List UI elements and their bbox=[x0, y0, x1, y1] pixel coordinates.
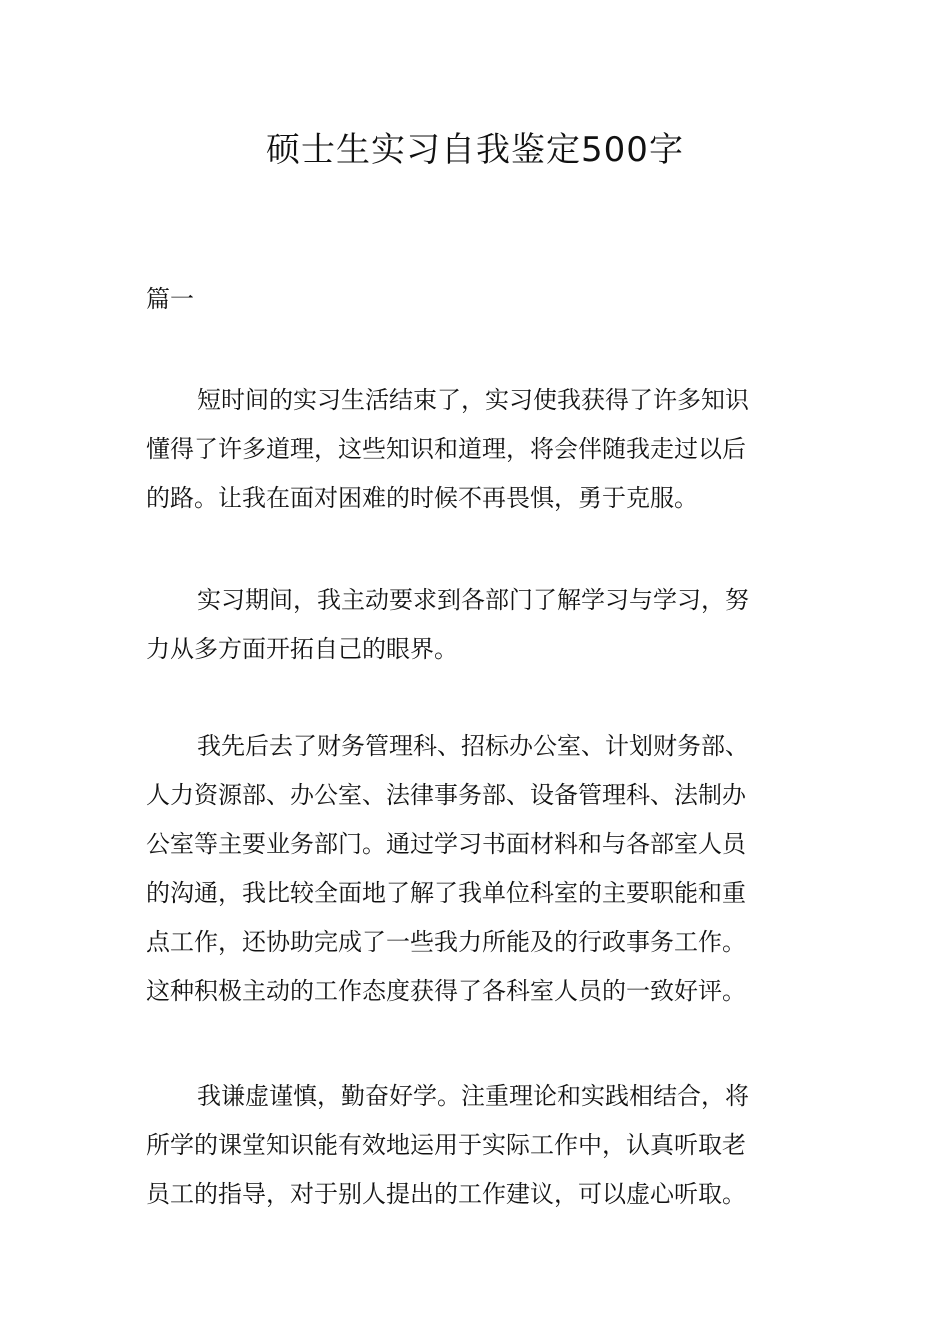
document-title: 硕士生实习自我鉴定500字 bbox=[266, 130, 684, 170]
section-label: 篇一 bbox=[146, 285, 194, 313]
paragraph-line: 这种积极主动的工作态度获得了各科室人员的一致好评。 bbox=[146, 977, 746, 1005]
paragraph-line: 公室等主要业务部门。通过学习书面材料和与各部室人员 bbox=[146, 830, 746, 858]
paragraph-2 bbox=[146, 576, 811, 674]
paragraph-line: 人力资源部、办公室、法律事务部、设备管理科、法制办 bbox=[146, 781, 746, 809]
paragraph-line: 短时间的实习生活结束了，实习使我获得了许多知识 bbox=[197, 386, 749, 414]
paragraph-line: 我先后去了财务管理科、招标办公室、计划财务部、 bbox=[197, 732, 749, 760]
paragraph-line: 懂得了许多道理，这些知识和道理，将会伴随我走过以后 bbox=[146, 435, 746, 463]
paragraph-line: 员工的指导，对于别人提出的工作建议，可以虚心听取。 bbox=[146, 1180, 746, 1208]
paragraph-line: 的路。让我在面对困难的时候不再畏惧，勇于克服。 bbox=[146, 484, 698, 512]
paragraph-line: 的沟通，我比较全面地了解了我单位科室的主要职能和重 bbox=[146, 879, 746, 907]
paragraph-3 bbox=[146, 722, 811, 1016]
paragraph-line: 我谦虚谨慎，勤奋好学。注重理论和实践相结合，将 bbox=[197, 1082, 749, 1110]
paragraph-1 bbox=[146, 376, 811, 523]
paragraph-4 bbox=[146, 1072, 811, 1219]
paragraph-line: 力从多方面开拓自己的眼界。 bbox=[146, 635, 458, 663]
paragraph-line: 实习期间，我主动要求到各部门了解学习与学习，努 bbox=[197, 586, 749, 614]
paragraph-line: 所学的课堂知识能有效地运用于实际工作中，认真听取老 bbox=[146, 1131, 746, 1159]
paragraph-line: 点工作，还协助完成了一些我力所能及的行政事务工作。 bbox=[146, 928, 746, 956]
